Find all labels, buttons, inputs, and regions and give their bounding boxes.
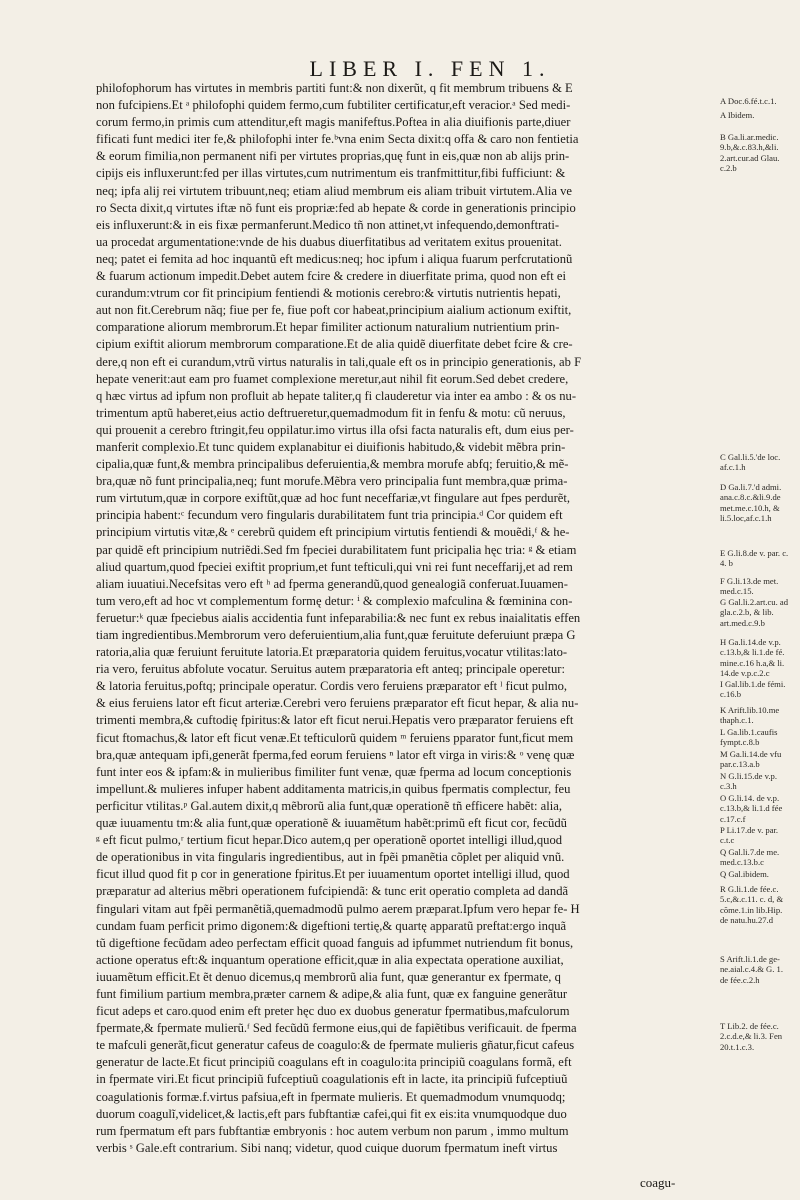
text-line: philofophorum has virtutes in membris partiti funt:& non dixerũt, q fit membrum tribuens & E xyxy=(96,81,573,95)
text-line: trimenti membra,& cuftodię fpiritus:& lator eft ficut nerui.Hepatis vero præparator feruiens eft xyxy=(96,713,574,728)
text-line: dere,q non eft ei curandum,vtrũ virtus naturalis in tali,quale eft os in principio generationis, ab F xyxy=(96,354,582,369)
text-line: cipium exiftit aliorum membrorum comparatione.Et de alia quidẽ diuerfitate debet fcire & cre- xyxy=(96,337,573,352)
catchword: coagu- xyxy=(640,1175,676,1190)
margin-note: G Gal.li.2.art.cu. ad gla.c.2.b, & lib. art.med.c.9.b xyxy=(720,597,789,628)
text-line: iuuamẽtum efficit.Et ẽt denuo dicemus,q membrorũ alia funt, quæ generantur ex fpermate, q xyxy=(96,969,561,984)
text-line: q hæc virtus ad ipfum non profluit ab hepate taliter,q fi clauderetur via inter ea ambo : & os nu- xyxy=(96,388,577,403)
text-line: tũ digeftione fecũdam adeo perfectam efficit quoad fanguis ad ipfummet nutriendum fit bonus, xyxy=(96,935,574,950)
text-line: & fuarum actionum impedit.Debet autem fcire & credere in diuerfitate prima, quod non eft ei xyxy=(96,269,566,284)
margin-note: K Arift.lib.10.me thaph.c.1. xyxy=(720,705,780,726)
margin-note: P Li.17.de v. par. c.t.c xyxy=(720,825,779,846)
text-line: neq; patet ei femita ad hoc inquantũ eft medicus:neq; hoc ipfum i aliqua fuarum perfcrutationũ xyxy=(96,251,573,266)
margin-note: H Ga.li.14.de v.p. c.13.b,& li.1.de fé. mine.c.16 h.a,& li. 14.de v.p.c.2.c xyxy=(720,637,785,678)
text-line: non fufcipiens.Et ᵃ philofophi quidem fermo,cum fubtiliter certificatur,eft veracior.ᵃ Sed medi- xyxy=(96,98,571,113)
text-line: ua procedat argumentatione:vnde de his duabus diuerfitatibus ad veritatem exitus prouenitat. xyxy=(96,234,562,249)
text-line: impellunt.& mulieres infuper habent additamenta matricis,in quibus fpermatis complectur, feu xyxy=(96,781,571,796)
text-line: rum virtutum,quæ in corpore exiftũt,quæ ad hoc funt neceffariæ,vt fingulare aut fpes perdurẽt, xyxy=(96,491,570,506)
text-line: cundam fuam perficit primo digonem:& digeftioni tertię,& quartę apparatũ preftat:ergo inquã xyxy=(96,918,567,933)
margin-note: Q Gal.ibidem. xyxy=(720,869,769,879)
text-line: ficut illud quod fit p cor in generatione fpiritus.Et per iuuamentum oportet intelligi illud, quod xyxy=(96,867,570,882)
text-line: & eorum fimilia,non permanent nifi per virtutes proprias,quę funt in eis,quæ non ab alijs prin- xyxy=(96,149,570,164)
margin-note: M Ga.li.14.de vfu par.c.13.a.b xyxy=(720,749,782,770)
margin-note: F G.li.13.de met. med.c.15. xyxy=(720,576,779,597)
text-line: fingulari vitam aut fpẽi permanẽtiã,quemadmodũ pulmo aerem præparat.Ipfum vero hepar fe- H xyxy=(96,901,580,916)
text-line: præparatur ad alterius mẽbri operationem fufcipiendã: & tunc erit operatio completa ad dandã xyxy=(96,884,569,899)
margin-note: A Ibidem. xyxy=(720,110,755,120)
margin-note: E G.li.8.de v. par. c. 4. b xyxy=(720,548,789,569)
text-line: ᵍ eft ficut pulmo,ʳ tertium ficut hepar.Dico autem,q per operationẽ oportet intelligi illud,quod xyxy=(96,833,563,848)
text-line: fpermate,& fpermate mulierũ.ᶠ Sed fecũdũ fermone eius,qui de fapiẽtibus verificauit. de fperma xyxy=(96,1021,577,1036)
text-line: corum fermo,in primis cum attenditur,eft magis manifeftus.Poftea in alia diuifionis parte,diuer xyxy=(96,115,571,130)
text-line: cipijs eis influxerunt:fed per illas virtutes,cum nutrimentum eis tranfmittitur,fibi fufficiunt: & xyxy=(96,166,566,181)
text-line: generatur de lacte.Et ficut principiũ coagulans eft in coagulo:ita principiũ coagulans formã, eft xyxy=(96,1055,572,1070)
text-line: te mafculi generãt,ficut generatur cafeus de coagulo:& de fpermate mulieris gñatur,ficut cafeus xyxy=(96,1038,575,1053)
text-line: duorum coagulĩ,videlicet,& lactis,eft pars fubftantiæ cafei,qui fit ex eis:ita vnumquodque duo xyxy=(96,1106,567,1121)
text-line: bra,quæ nõ funt principalia,neq; funt morufe.Mẽbra vero principalia funt membra,quæ prima- xyxy=(96,474,568,489)
text-line: neq; ipfa alij rei virtutem tribuunt,neq; etiam aliud membrum eis aliam tribuit virtutem.Alia ve xyxy=(96,183,572,198)
text-line: aut non fit.Cerebrum nãq; fiue per fe, fiue poft cor habeat,principium aialium actionum exiftit, xyxy=(96,303,572,318)
margin-note: O G.li.14. de v.p. c.13.b,& li.1.d fée c.17.c.f xyxy=(720,793,783,824)
text-line: funt fimilium partium membra,præter carnem & adipe,& alia funt, quæ ex fanguine generãtur xyxy=(96,986,568,1001)
text-line: perficitur vtilitas.ᵖ Gal.autem dixit,q mẽbrorũ alia funt,quæ operationẽ tñ efficere habẽt: alia, xyxy=(96,798,562,813)
margin-note: A Doc.6.fé.t.c.1. xyxy=(720,96,777,106)
main-text-column xyxy=(96,80,706,1157)
text-line: eis influxerunt:& in eis fixæ permanferunt.Medico tñ non attinet,vt infequendo,demonftrati- xyxy=(96,217,560,232)
text-line: in fpermate viri.Et ficut principiũ fufceptiuũ coagulationis eft in lacte, ita principiũ fufceptiuũ xyxy=(96,1072,568,1087)
text-line: principia habent:ᶜ fecundum vero fingularis durabilitatem funt tria principia.ᵈ Cor quidem eft xyxy=(96,508,563,523)
text-line: tiam ingredientibus.Membrorum vero deferuientium,alia funt,quæ feruitute deferuiunt præpa G xyxy=(96,628,576,642)
page-title: LIBER I. FEN 1. xyxy=(309,56,551,81)
text-line: ficut ftomachus,& lator eft ficut venæ.Et tefticulorũ quidem ᵐ feruiens pparator funt,ficut mem xyxy=(96,730,574,745)
text-line: coagulationis formæ.f.virtus pafsiua,eft in fpermate mulieris. Et quemadmodum vnumquodq; xyxy=(96,1089,566,1104)
text-line: ro Secta dixit,q virtutes iftæ nõ funt eis propriæ:fed ab hepate & corde in generationis principio xyxy=(96,200,576,215)
text-line: verbis ˢ Gale.eft contrarium. Sibi nanq; videtur, quod cuique duorum fpermatum ineft virtus xyxy=(96,1140,558,1155)
margin-note: L Ga.lib.1.caufis fympt.c.8.b xyxy=(720,727,778,748)
text-line: aliam iuuatiui.Necefsitas vero eft ʰ ad fperma generandũ,quod genealogiã conferuat.Iuuamen- xyxy=(96,576,568,591)
margin-note: Q Gal.li.7.de me. med.c.13.b.c xyxy=(720,847,780,868)
text-line: feruetur:ᵏ quæ fpeciebus aialis accidentia funt infeparabilia:& nec funt ex rebus inaialitatis effen xyxy=(96,610,581,625)
text-line: rum fpermatum eft pars fubftantiæ embryonis : hoc autem verbum non parum , immo multum xyxy=(96,1123,569,1138)
text-line: ficut adeps et caro.quod enim eft preter hęc duo ex duobus generatur fpermatibus,mafculorum xyxy=(96,1004,570,1019)
text-line: bra,quæ antequam ipfi,generãt fperma,fed eorum feruiens ⁿ lator eft virga in viris:& ᵒ venę quæ xyxy=(96,747,575,762)
text-line: & eius feruiens lator eft ficut arteriæ.Cerebri vero feruiens præparator eft ficut hepar, & alia nu- xyxy=(96,696,579,711)
running-head xyxy=(0,56,800,82)
text-line: ratoria,alia quæ feruiunt feruitute latoria.Et præparatoria quidem feruitus,vocatur vtilitas:lato- xyxy=(96,645,568,660)
text-line: hepate venerit:aut eam pro fuamet complexione meretur,aut nihil fit eorum.Sed debet credere, xyxy=(96,371,569,386)
text-line: de operationibus in vita fingularis ingredientibus, aut in fpẽi pmanẽtia cõplet per aliquid vnũ. xyxy=(96,850,565,865)
text-line: & latoria feruitus,poftq; principale operatur. Cordis vero feruiens præparator eft ˡ ficut pulmo, xyxy=(96,679,568,694)
text-line: manferit complexio.Et tunc quidem explanabitur ei diuifionis habitudo,& videbit mẽbra prin- xyxy=(96,439,566,454)
text-line: tum vero,eft ad hoc vt complementum formę detur: ⁱ & complexio mafculina & fœminina con- xyxy=(96,593,573,608)
margin-note: R G.li.1.de fée.c. 5.c,&.c.11. c. d, & cõme.1.in lib.Hip. de natu.hu.27.d xyxy=(720,884,784,925)
text-line: quæ iuuamentu tm:& alia funt,quæ operationẽ & iuuamẽtum habẽt:primũ eft ficut cor, fecũdũ xyxy=(96,816,567,831)
text-line: fificati funt medici iter fe,& philofophi inter fe.ᵇvna enim Secta dixit:q offa & caro non fentietia xyxy=(96,132,579,147)
text-line: comparatione aliorum membrorum.Et hepar fimiliter actionum naturalium nutrientium prin- xyxy=(96,320,560,335)
margin-note: I Gal.lib.1.de fémi. c.16.b xyxy=(720,679,786,700)
text-line: qui prouenit a cerebro ftringit,feu oppilatur.imo virtus illa ofsi facta naturalis eft, dum eius per- xyxy=(96,422,574,437)
margin-note: C Gal.li.5.'de loc. af.c.1.h xyxy=(720,452,781,473)
margin-note: B Ga.li.ar.medic. 9.b,&.c.83.h,&li. 2.art.cur.ad Glau. c.2.b xyxy=(720,132,780,173)
text-line: ria vero, feruitus abfolute vocatur. Seruitus autem præparatoria eft anteq; principale operetur: xyxy=(96,662,565,677)
text-line: aliud quartum,quod fpeciei exiftit proprium,et funt tefticuli,qui vni rei funt neceffarij,et ad rem xyxy=(96,559,573,574)
text-line: par quidẽ eft principium nutriẽdi.Sed fm fpeciei durabilitatem funt pricipalia hęc tria: ᵍ & etiam xyxy=(96,542,577,557)
text-line: trimentum aptũ haberet,eius actio deftrueretur,quemadmodum fit in fenfu & motu: cũ neruus, xyxy=(96,405,566,420)
text-line: actione operatus eft:& inquantum operatione efficit,quæ in alia expectata operatione auxiliat, xyxy=(96,952,564,967)
text-line: funt inter eos & ipfam:& in mulieribus fimiliter funt venæ, quæ fperma ad locum conceptionis xyxy=(96,764,572,779)
text-line: cipalia,quæ funt,& membra principalibus deferuientia,& membra morufe abfq; feruitio,& mẽ- xyxy=(96,457,569,472)
margin-note: T Lib.2. de fée.c. 2.c.d.e,& li.3. Fen 20.t.1.c.3. xyxy=(720,1021,783,1052)
margin-note: S Arift.li.1.de ge- ne.aial.c.4.& G. 1. de fée.c.2.h xyxy=(720,954,784,985)
text-line: curandum:vtrum cor fit principium fentiendi & motionis cerebro:& virtutis nutrientis hepati, xyxy=(96,286,561,301)
margin-note: N G.li.15.de v.p. c.3.h xyxy=(720,771,777,792)
margin-note: D Ga.li.7.'d admi. ana.c.8.c.&li.9.de met.me.c.10.h, & li.5.loc,af.c.1.h xyxy=(720,482,782,523)
text-line: principium virtutis vitæ,& ᵉ cerebrũ quidem eft principium virtutis fentiendi & mouẽdi,ᶠ & he- xyxy=(96,525,570,540)
